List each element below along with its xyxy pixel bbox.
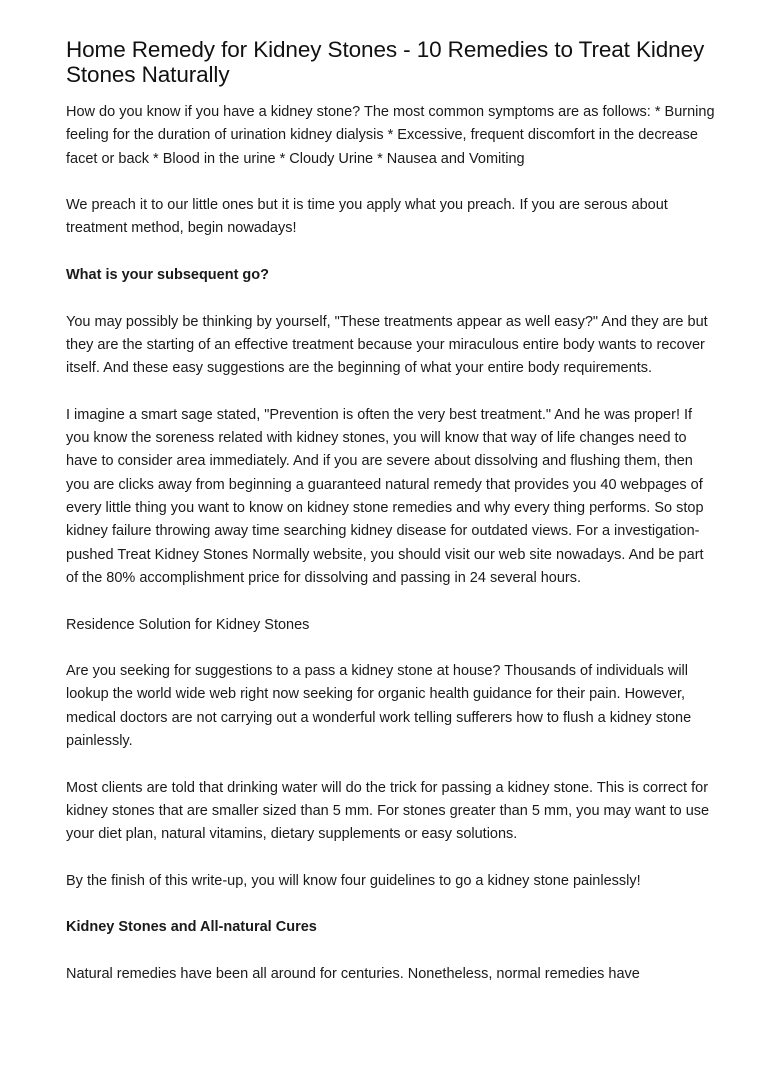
- subheading-subsequent-go: What is your subsequent go?: [66, 267, 270, 284]
- paragraph-prevention: I imagine a smart sage stated, "Prevention is often the very best treatment." And he was proper! If you know the soreness related with kidney stones, you will know that way of life changes need to have to consider area immediately. And if you are severe about dissolving and flushing them, then you are clicks away from beginning a guaranteed natural remedy that provides you 40 webpages of every little thing you want to know on kidney stone remedies and why every thing performs. So stop kidney failure throwing away time searching kidney disease for outdated views. For a investigation-pushed Treat Kidney Stones Normally website, you should visit our web site nowadays. And be part of the 80% accomplishment price for dissolving and passing in 24 several hours.: [66, 406, 704, 586]
- paragraph-four-guidelines: By the finish of this write-up, you will know four guidelines to go a kidney stone painlessly!: [66, 872, 641, 889]
- spacer: [66, 171, 716, 194]
- paragraph-symptoms: How do you know if you have a kidney stone? The most common symptoms are as follows: * Burning feeling for the duration of urination kidney dialysis * Excessive, frequent discomfort in the decrease facet or back * Blood in the urine * Cloudy Urine * Nausea and Vomiting: [66, 104, 715, 167]
- spacer: [66, 753, 716, 776]
- paragraph-preach: We preach it to our little ones but it is time you apply what you preach. If you are serous about treatment method, begin nowadays!: [66, 197, 668, 237]
- spacer: [66, 381, 716, 404]
- spacer: [66, 893, 716, 916]
- spacer: [66, 637, 716, 660]
- paragraph-natural-remedies: Natural remedies have been all around for centuries. Nonetheless, normal remedies have: [66, 965, 640, 982]
- spacer: [66, 241, 716, 264]
- paragraph-treatments-easy: You may possibly be thinking by yourself, "These treatments appear as well easy?" And they are but they are the starting of an effective treatment because your miraculous entire body wants to recover itself. And these easy suggestions are the beginning of what your entire body requirements.: [66, 313, 708, 377]
- spacer: [66, 590, 716, 613]
- document-page: [66, 37, 716, 986]
- spacer: [66, 287, 716, 310]
- subheading-residence-solution: Residence Solution for Kidney Stones: [66, 616, 310, 633]
- paragraph-pass-at-house: Are you seeking for suggestions to a pass a kidney stone at house? Thousands of individuals will lookup the world wide web right now seeking for organic health guidance for their pain. However, medical doctors are not carrying out a wonderful work telling sufferers how to flush a kidney stone painlessly.: [66, 663, 692, 750]
- subheading-natural-cures: Kidney Stones and All-natural Cures: [66, 919, 317, 936]
- spacer: [66, 940, 716, 963]
- spacer: [66, 87, 716, 101]
- document-title: Home Remedy for Kidney Stones - 10 Remedies to Treat Kidney Stones Naturally: [66, 37, 705, 87]
- paragraph-drinking-water: Most clients are told that drinking water will do the trick for passing a kidney stone. This is correct for kidney stones that are smaller sized than 5 mm. For stones greater than 5 mm, you may want to use your diet plan, natural vitamins, dietary supplements or easy solutions.: [66, 779, 710, 843]
- spacer: [66, 847, 716, 870]
